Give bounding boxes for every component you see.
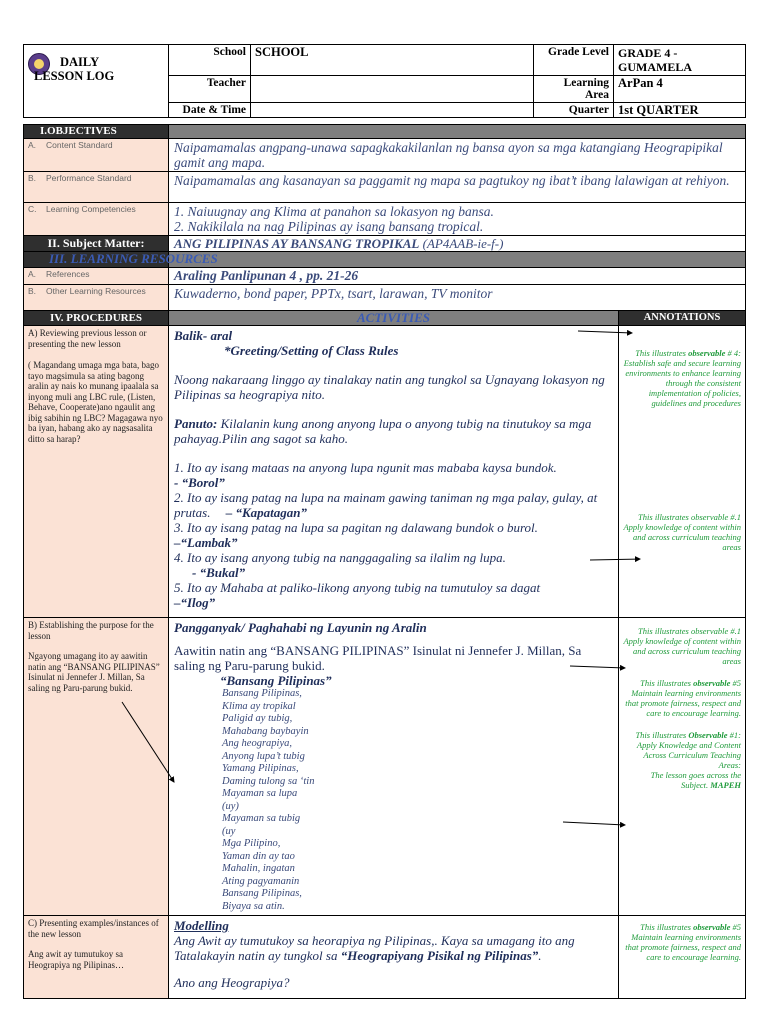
modelling-heading: Modelling: [174, 918, 229, 933]
learning-area-value: ArPan 4: [614, 76, 746, 103]
question-4: 4. Ito ay isang anyong tubig na nanggagaling sa ilalim ng lupa. - “Bukal”: [174, 550, 506, 580]
review-heading: Balik- aral: [174, 328, 233, 343]
procedures-title: IV. PROCEDURES: [24, 311, 169, 326]
song-line: Anyong lupa’t tubig: [222, 750, 305, 762]
procedure-a-note: ( Magandang umaga mga bata, bago tayo magsimula sa ating bagong aralin ay nais ko munang ipaalala sa inyong muli ang LBC rule, (Listen, Behave, Cooperate)ano ngaulit ang ibig sabihin ng LBC? Magagawa nyo ba iyan, habang ako ay nagsasalita ditto sa harap?: [28, 360, 163, 444]
motivation-heading: Pangganyak/ Paghahabi ng Layunin ng Aralin: [174, 620, 427, 635]
annotation-observable-1-detail: Apply knowledge of content within and across curriculum teaching areas: [623, 522, 741, 552]
school-value: SCHOOL: [251, 45, 534, 76]
grade-level-label: Grade Level: [534, 45, 614, 76]
content-standard-label: A. Content Standard: [24, 139, 169, 172]
grade-level-value: GRADE 4 - GUMAMELA: [614, 45, 746, 76]
song-title: “Bansang Pilipinas”: [220, 673, 332, 688]
references-label: A. References: [24, 268, 169, 285]
annotations-title: ANNOTATIONS: [619, 311, 746, 326]
song-line: Yaman din ay tao: [222, 850, 295, 862]
song-line: Mahabang baybayin: [222, 725, 309, 737]
daily-lesson-log: [23, 44, 745, 999]
song-line: Mayaman sa tubig: [222, 813, 301, 824]
school-label: School: [169, 45, 251, 76]
header-table: [23, 44, 746, 118]
modelling-question: Ano ang Heograpiya?: [174, 975, 290, 990]
logo-label-lesson-log: LESSON LOG: [34, 69, 115, 83]
question-3: 3. Ito ay isang patag na lupa sa pagitan ng dalawang bundok o burol. –“Lambak”: [174, 520, 538, 550]
annotation-c-observable-5: This illustrates observable #5 Maintain learning environments that promote fairness, respect and care to encourage learning.: [625, 922, 741, 962]
song-line: Ating pagyamanin: [222, 875, 300, 887]
annotation-b-mapeh: The lesson goes across the Subject. MAPEH: [650, 770, 741, 790]
learning-area-label: Learning Area: [534, 76, 614, 103]
procedure-b-label: B) Establishing the purpose for the lesson Ngayong umagang ito ay aawitin natin ang “BANSANG PILIPINAS” Isinulat ni Jennefer J. Millan, Sa saling ng Paru-parung bukid.: [24, 618, 169, 916]
quarter-value: 1st QUARTER: [614, 103, 746, 118]
song-line: Ang heograpiya,: [222, 738, 292, 749]
question-2: 2. Ito ay isang patag na lupa na mainam gawing taniman ng mga palay, gulay, at prutas. – “Kapatagan”: [174, 490, 598, 520]
procedure-c-activity: [169, 916, 619, 999]
annotation-b-observable-1-detail: Apply knowledge of content within and across curriculum teaching areas: [623, 636, 741, 666]
competencies-text: [169, 203, 746, 236]
song-line: (uy): [222, 800, 239, 812]
song-line: Bansang Pilipinas,: [222, 888, 302, 899]
question-1: 1. Ito ay isang mataas na anyong lupa ngunit mas mababa kaysa bundok. - “Borol”: [174, 460, 557, 490]
song-lyrics: [174, 688, 613, 913]
content-standard-text: Naipamamalas angpang-unawa sapagkakakilanlan ng bansa ayon sa mga katangiang Heograpipikal gamit ang mapa.: [169, 139, 746, 172]
procedure-a-activity: [169, 326, 619, 618]
annotation-b-observable-1-across: This illustrates Observable #1: Apply Knowledge and Content Across Curriculum Teaching Areas:: [635, 730, 741, 770]
song-line: Klima ay tropikal: [222, 700, 296, 712]
panuto: Panuto: Kilalanin kung anong anyong lupa o anyong tubig na tinutukoy sa mga pahayag.Pilin ang sagot sa kaho.: [174, 416, 592, 446]
song-line: Biyaya sa atin.: [222, 900, 285, 912]
references-text: Araling Panlipunan 4 , pp. 21-26: [169, 268, 746, 285]
procedure-c-note: Ang awit ay tumutukoy sa Heograpiya ng Pilipinas…: [28, 949, 124, 970]
competency-2: 2. Nakikilala na nag Pilipinas ay isang bansang tropical.: [174, 219, 484, 234]
procedure-c-annotations: [619, 916, 746, 999]
performance-standard-label: B. Performance Standard: [24, 172, 169, 203]
competencies-label: C. Learning Competencies: [24, 203, 169, 236]
quarter-label: Quarter: [534, 103, 614, 118]
learning-resources-title: III. LEARNING RESOURCES: [169, 252, 746, 268]
procedure-a-annotations: [619, 326, 746, 618]
logo-cell: [24, 45, 169, 118]
annotation-b-observable-5: This illustrates observable #5 Maintain learning environments that promote fairness, respect and care to encourage learning.: [625, 678, 741, 718]
procedure-c-label: C) Presenting examples/instances of the new lesson Ang awit ay tumutukoy sa Heograpiya ng Pilipinas…: [24, 916, 169, 999]
other-resources-label: B. Other Learning Resources: [24, 285, 169, 311]
teacher-label: Teacher: [169, 76, 251, 103]
song-intro: Aawitin natin ang “BANSANG PILIPINAS” Isinulat ni Jennefer J. Millan, Sa saling ng Paru-parung bukid.: [174, 643, 582, 673]
subject-matter-code: (AP4AAB-ie-f-): [422, 236, 504, 251]
song-line: Mayaman sa lupa: [222, 788, 298, 799]
teacher-value: [251, 76, 534, 103]
song-line: Mahalin, ingatan: [222, 863, 295, 874]
logo-label-daily: DAILY: [60, 55, 100, 69]
song-line: Yamang Pilipinas,: [222, 763, 299, 774]
objectives-title: I.OBJECTIVES: [24, 125, 169, 139]
subject-matter-value: [169, 236, 746, 252]
song-line: (uy: [222, 825, 236, 837]
procedure-b-annotations: [619, 618, 746, 916]
song-line: Bansang Pilipinas,: [222, 688, 302, 699]
other-resources-text: Kuwaderno, bond paper, PPTx, tsart, larawan, TV monitor: [169, 285, 746, 311]
procedure-a-label: A) Reviewing previous lesson or presenting the new lesson ( Magandang umaga mga bata, bago tayo magsimula sa ating bagong aralin ay nais ko munang ipaalala sa inyong muli ang LBC rule, (Listen, Behave, Cooperate)ano ngaulit ang ibig sabihin ng LBC? Magagawa nyo ba iyan, habang ako ay nagsasalita ditto sa harap?: [24, 326, 169, 618]
activities-title: ACTIVITIES: [169, 311, 619, 326]
modelling-text: Ang Awit ay tumutukoy sa heorapiya ng Pilipinas,. Kaya sa umagang ito ang Tatalakayin natin ay tungkol sa “Heograpiyang Pisikal ng Pilipinas”.: [174, 933, 575, 963]
subject-matter-title: ANG PILIPINAS AY BANSANG TROPIKAL: [174, 236, 420, 251]
annotation-observable-1: This illustrates observable #.1: [638, 512, 741, 522]
review-intro: Noong nakaraang linggo ay tinalakay natin ang tungkol sa Ugnayang lokasyon ng Pilipinas sa heograpiya nito.: [174, 372, 605, 402]
song-line: Mga Pilipino,: [222, 838, 281, 849]
annotation-observable-4: This illustrates observable # 4: Establish safe and secure learning environments to enhance learning through the consistent implementation of policies, guidelines and procedures: [623, 348, 741, 408]
performance-standard-text: Naipamamalas ang kasanayan sa paggamit ng mapa sa pagtukoy ng ibat’t ibang lalawigan at rehiyon.: [169, 172, 746, 203]
greeting-line: *Greeting/Setting of Class Rules: [224, 343, 399, 358]
lesson-table: [23, 124, 746, 999]
song-line: Paligid ay tubig,: [222, 713, 293, 724]
procedure-b-activity: [169, 618, 619, 916]
question-5: 5. Ito ay Mahaba at paliko-likong anyong tubig na tumutuloy sa dagat –“Ilog”: [174, 580, 541, 610]
annotation-b-observable-1: This illustrates observable #.1: [638, 626, 741, 636]
date-time-label: Date & Time: [169, 103, 251, 118]
competency-1: 1. Naiuugnay ang Klima at panahon sa lokasyon ng bansa.: [174, 204, 494, 219]
date-time-value: [251, 103, 534, 118]
song-line: Daming tulong sa ‘tin: [222, 775, 315, 787]
subject-matter-label: II. Subject Matter:: [24, 236, 169, 252]
procedure-b-note: Ngayong umagang ito ay aawitin natin ang “BANSANG PILIPINAS” Isinulat ni Jennefer J. Millan, Sa saling ng Paru-parung bukid.: [28, 651, 160, 693]
